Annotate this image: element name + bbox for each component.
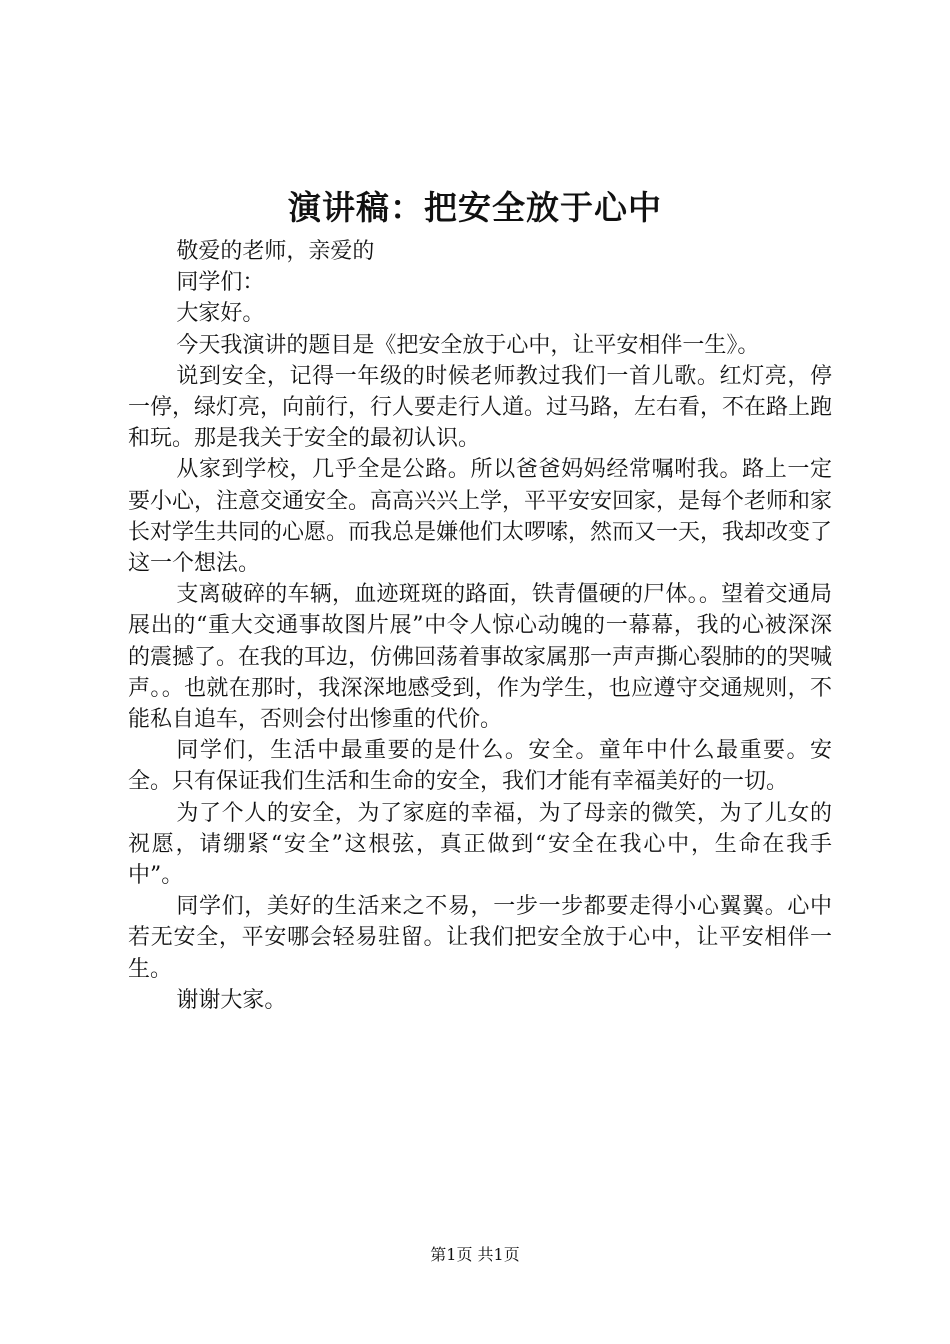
- document-title: 演讲稿：把安全放于心中: [288, 188, 662, 227]
- paragraph-body: 说到安全，记得一年级的时候老师教过我们一首儿歌。红灯亮，停一停，绿灯亮，向前行，行人要走行人道。过马路，左右看，不在路上跑和玩。那是我关于安全的最初认识。: [128, 363, 833, 452]
- paragraph-closing: 谢谢大家。: [176, 987, 287, 1013]
- paragraph-greeting: 敬爱的老师，亲爱的: [176, 239, 375, 264]
- paragraph-hello: 大家好。: [176, 301, 265, 327]
- paragraph-body: 同学们，美好的生活来之不易，一步一步都要走得小心翼翼。心中若无安全，平安哪会轻易驻留。让我们把安全放于心中，让平安相伴一生。: [128, 894, 832, 982]
- paragraph-body: 从家到学校，几乎全是公路。所以爸爸妈妈经常嘱咐我。路上一定要小心，注意交通安全。高高兴兴上学，平平安安回家，是每个老师和家长对学生共同的心愿。而我总是嫌他们太啰嗦，然而又一天，我却改变了这一个想法。: [128, 457, 833, 577]
- paragraph-greeting-students: 同学们：: [176, 270, 265, 296]
- paragraph-body: 为了个人的安全，为了家庭的幸福，为了母亲的微笑，为了儿女的祝愿，请绷紧“安全”这根弦，真正做到“安全在我心中，生命在我手中”。: [128, 800, 832, 889]
- page-footer: 第1页 共1页: [430, 1245, 520, 1264]
- paragraph-body: 同学们，生活中最重要的是什么。安全。童年中什么最重要。安全。只有保证我们生活和生命的安全，我们才能有幸福美好的一切。: [128, 738, 832, 795]
- paragraph-topic: 今天我演讲的题目是《把安全放于心中，让平安相伴一生》。: [176, 332, 760, 358]
- document-body: [128, 236, 832, 1016]
- paragraph-body: 支离破碎的车辆，血迹斑斑的路面，铁青僵硬的尸体。。望着交通局展出的“重大交通事故图片展”中令人惊心动魄的一幕幕，我的心被深深的震撼了。在我的耳边，仿佛回荡着事故家属那一声声撕心裂肺的的哭喊声。。也就在那时，我深深地感受到，作为学生，也应遵守交通规则，不能私自追车，否则会付出惨重的代价。: [128, 582, 833, 733]
